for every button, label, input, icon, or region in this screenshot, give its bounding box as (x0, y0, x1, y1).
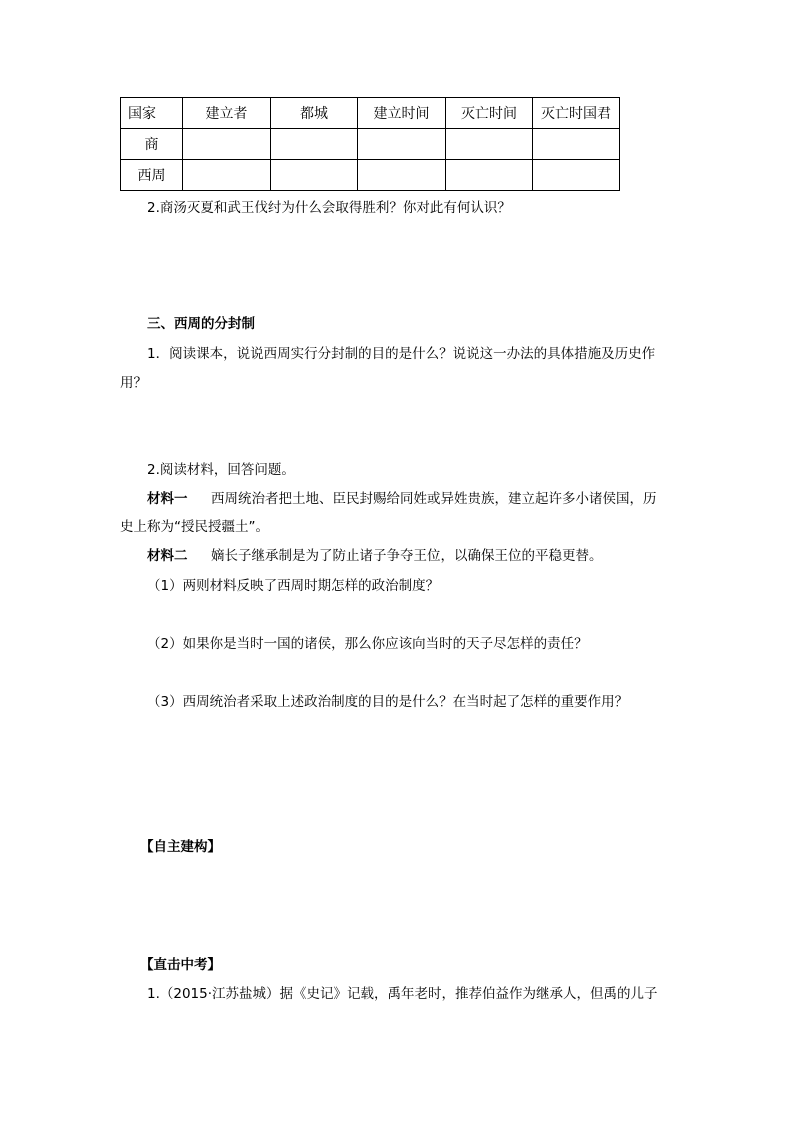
table-header-cell: 建立者 (183, 98, 271, 129)
table-cell (271, 160, 358, 191)
dynasty-table (120, 97, 620, 191)
sub-question-3: （3）西周统治者采取上述政治制度的目的是什么？在当时起了怎样的重要作用？ (147, 694, 629, 710)
table-cell (271, 129, 358, 160)
table-cell (446, 160, 533, 191)
table-cell (358, 129, 446, 160)
exam-heading: 【直击中考】 (140, 957, 221, 973)
table-header-cell: 灭亡时间 (446, 98, 533, 129)
self-build-heading: 【自主建构】 (140, 839, 221, 855)
table-cell (533, 129, 620, 160)
table-cell (446, 129, 533, 160)
material-1-line2: 史上称为“授民授疆土”。 (120, 519, 269, 535)
material-1-line1: 西周统治者把土地、臣民封赐给同姓或异姓贵族，建立起许多小诸侯国，历 (211, 491, 657, 507)
table-header-cell: 建立时间 (358, 98, 446, 129)
sub-question-1: （1）两则材料反映了西周时期怎样的政治制度？ (147, 578, 440, 594)
material-2-text: 嫡长子继承制是为了防止诸子争夺王位，以确保王位的平稳更替。 (211, 548, 603, 564)
sub-question-2: （2）如果你是当时一国的诸侯，那么你应该向当时的天子尽怎样的责任？ (147, 636, 588, 652)
table-row (121, 160, 620, 191)
table-row (121, 129, 620, 160)
question-fengjian-purpose-line1: 1．阅读课本，说说西周实行分封制的目的是什么？说说这一办法的具体措施及历史作 (147, 346, 656, 362)
table-cell: 商 (121, 129, 183, 160)
table-cell (533, 160, 620, 191)
material-reading-intro: 2.阅读材料，回答问题。 (147, 462, 295, 478)
section-heading-fengjian: 三、西周的分封制 (147, 316, 255, 332)
material-1-label: 材料一 (147, 491, 188, 507)
table-header-row (121, 98, 620, 129)
exam-question-1: 1.（2015·江苏盐城）据《史记》记载，禹年老时，推荐伯益作为继承人，但禹的儿子 (147, 986, 658, 1002)
table-cell (183, 160, 271, 191)
question-fengjian-purpose-line2: 用？ (120, 375, 147, 391)
question-shang-zhou-victory: 2.商汤灭夏和武王伐纣为什么会取得胜利？你对此有何认识？ (147, 200, 511, 216)
table-cell: 西周 (121, 160, 183, 191)
table-header-cell: 国家 (121, 98, 183, 129)
table-cell (358, 160, 446, 191)
table-cell (183, 129, 271, 160)
table-header-cell: 都城 (271, 98, 358, 129)
table-header-cell: 灭亡时国君 (533, 98, 620, 129)
material-2-label: 材料二 (147, 548, 188, 564)
